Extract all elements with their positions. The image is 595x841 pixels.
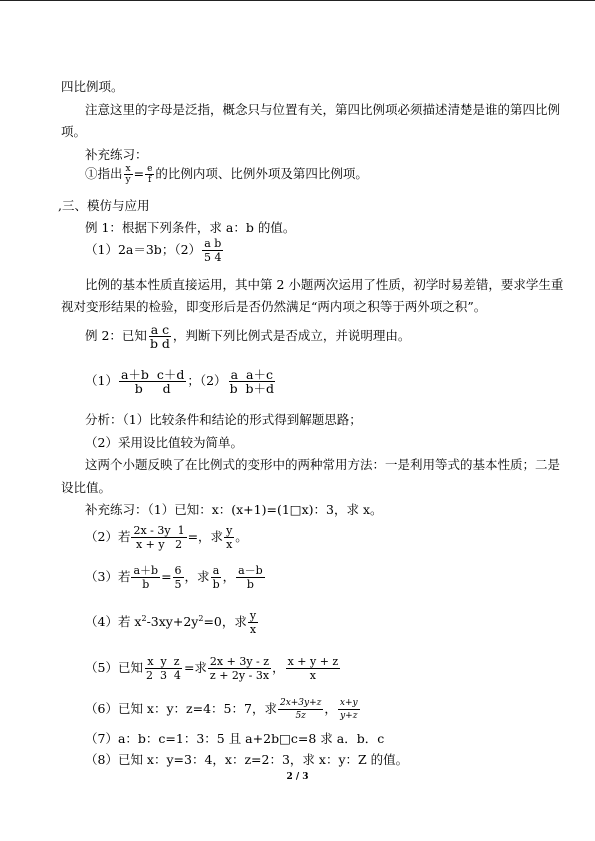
fraction: $\frac{\text{a b}}{5 4}$ bbox=[204, 237, 222, 264]
fraction: $\frac{y}{x}$ bbox=[226, 524, 233, 551]
text-span: （2）若 bbox=[85, 529, 131, 544]
text-span: = bbox=[161, 569, 172, 584]
text-line: 视对变形结果的检验，即变形后是否仍然满足“两内项之积等于两外项之积”。 bbox=[61, 299, 487, 314]
text-span: ， bbox=[222, 569, 236, 584]
text-span: =求 bbox=[183, 660, 207, 675]
example-line bbox=[85, 323, 410, 350]
fraction: $\frac{a+b}{b}$ bbox=[133, 564, 159, 591]
text-line: 注意这里的字母是泛指，概念只与位置有关，第四比例项必须描述清楚是谁的第四比例 bbox=[85, 102, 561, 117]
exercise-line bbox=[85, 655, 341, 682]
fraction: $\frac{y}{x}$ bbox=[249, 609, 257, 636]
text-span: -3xy+2y bbox=[146, 614, 199, 629]
text-line: 项。 bbox=[61, 124, 87, 139]
text-line: （7）a：b：c=1：3：5 且 a+2b□c=8 求 a．b．c bbox=[85, 731, 385, 746]
example-line bbox=[85, 368, 277, 395]
text-line: 补充练习：（1）已知：x：(x+1)=(1□x)：3，求 x。 bbox=[85, 502, 383, 517]
text-span: ， bbox=[324, 701, 337, 716]
exercise-line bbox=[85, 697, 361, 722]
page-number: 2 / 3 bbox=[286, 772, 309, 782]
exercise-line: ①指出 $\frac{x}{y}$ = $\frac{e}{f}$ 的比例内项、比例外项及第四比例项。 bbox=[85, 164, 368, 185]
text-line: 比例的基本性质直接运用，其中第 2 小题两次运用了性质，初学时易差错，要求学生重 bbox=[85, 277, 564, 292]
fraction: $\frac{x}{y}$ bbox=[125, 164, 131, 185]
text-line: 这两个小题反映了在比例式的变形中的两种常用方法：一是利用等式的基本性质；二是 bbox=[85, 457, 561, 472]
fraction: $\frac{2x + 3y - z}{z + 2y - 3x}$ bbox=[209, 655, 270, 682]
fraction: $\frac{x + y + z}{x}$ bbox=[287, 655, 339, 682]
fraction: $\frac{\text{a c}}{\text{b d}}$ bbox=[149, 322, 170, 351]
fraction: $\frac{x+y}{y+z}$ bbox=[339, 698, 358, 721]
text-line: 例 1：根据下列条件，求 a：b 的值。 bbox=[85, 220, 296, 235]
fraction: $\frac{\text{x y z}}{2 3 4}$ bbox=[145, 655, 181, 682]
exercise-line bbox=[85, 609, 259, 636]
text-span: 。 bbox=[235, 529, 248, 544]
text-line: 四比例项。 bbox=[61, 79, 124, 94]
text-span: （5）已知 bbox=[85, 660, 143, 675]
fraction: $\frac{6}{5}$ bbox=[174, 564, 182, 591]
text-span: ，判断下列比例式是否成立，并说明理由。 bbox=[172, 328, 411, 343]
text-span: 例 2：已知 bbox=[85, 328, 147, 343]
superscript: 2 bbox=[141, 613, 147, 623]
exercise-line bbox=[85, 564, 266, 591]
superscript: 2 bbox=[198, 613, 204, 623]
text-span: =，求 bbox=[187, 529, 224, 544]
fraction: $\frac{a-b}{b}$ bbox=[238, 564, 263, 591]
text-line: 分析：（1）比较条件和结论的形式得到解题思路； bbox=[85, 412, 362, 427]
section-heading: ,三、模仿与应用 bbox=[58, 198, 150, 213]
text-span: （4）若 x bbox=[85, 614, 142, 629]
exercise-line bbox=[85, 524, 248, 551]
fraction: $\frac{\text{a a＋c}}{\text{b b＋d}}$ bbox=[229, 367, 275, 396]
text-line: （2）采用设比值较为简单。 bbox=[85, 435, 243, 450]
text-span: ；（2） bbox=[187, 373, 227, 388]
text-line: （8）已知 x：y=3：4，x：z=2：3，求 x：y：Z 的值。 bbox=[85, 752, 409, 767]
text-line: 补充练习： bbox=[85, 147, 148, 162]
text-span: （1）2a＝3b；（2） bbox=[85, 242, 202, 257]
fraction: $\frac{e}{f}$ bbox=[147, 164, 153, 185]
fraction: $\frac{2x - 3y 1}{x + y 2}$ bbox=[133, 524, 185, 551]
text-line: 设比值。 bbox=[61, 480, 112, 495]
fraction: $\frac{\text{a＋b c＋d}}{\text{b d}}$ bbox=[120, 367, 185, 396]
text-span: ①指出 bbox=[85, 166, 123, 181]
text-span: （1） bbox=[85, 373, 118, 388]
text-span: （3）若 bbox=[85, 569, 131, 584]
header-rule bbox=[0, 0, 595, 1]
text-span: ， bbox=[272, 660, 285, 675]
fraction: $\frac{2x+3y+z}{5z}$ bbox=[279, 698, 322, 721]
example-line bbox=[85, 237, 225, 264]
text-span: ，求 bbox=[184, 569, 210, 584]
fraction: $\frac{a}{b}$ bbox=[212, 564, 220, 591]
text-span: （6）已知 x：y：z=4：5：7，求 bbox=[85, 701, 277, 716]
text-span: =0，求 bbox=[203, 614, 247, 629]
text-span: 的比例内项、比例外项及第四比例项。 bbox=[155, 166, 368, 181]
